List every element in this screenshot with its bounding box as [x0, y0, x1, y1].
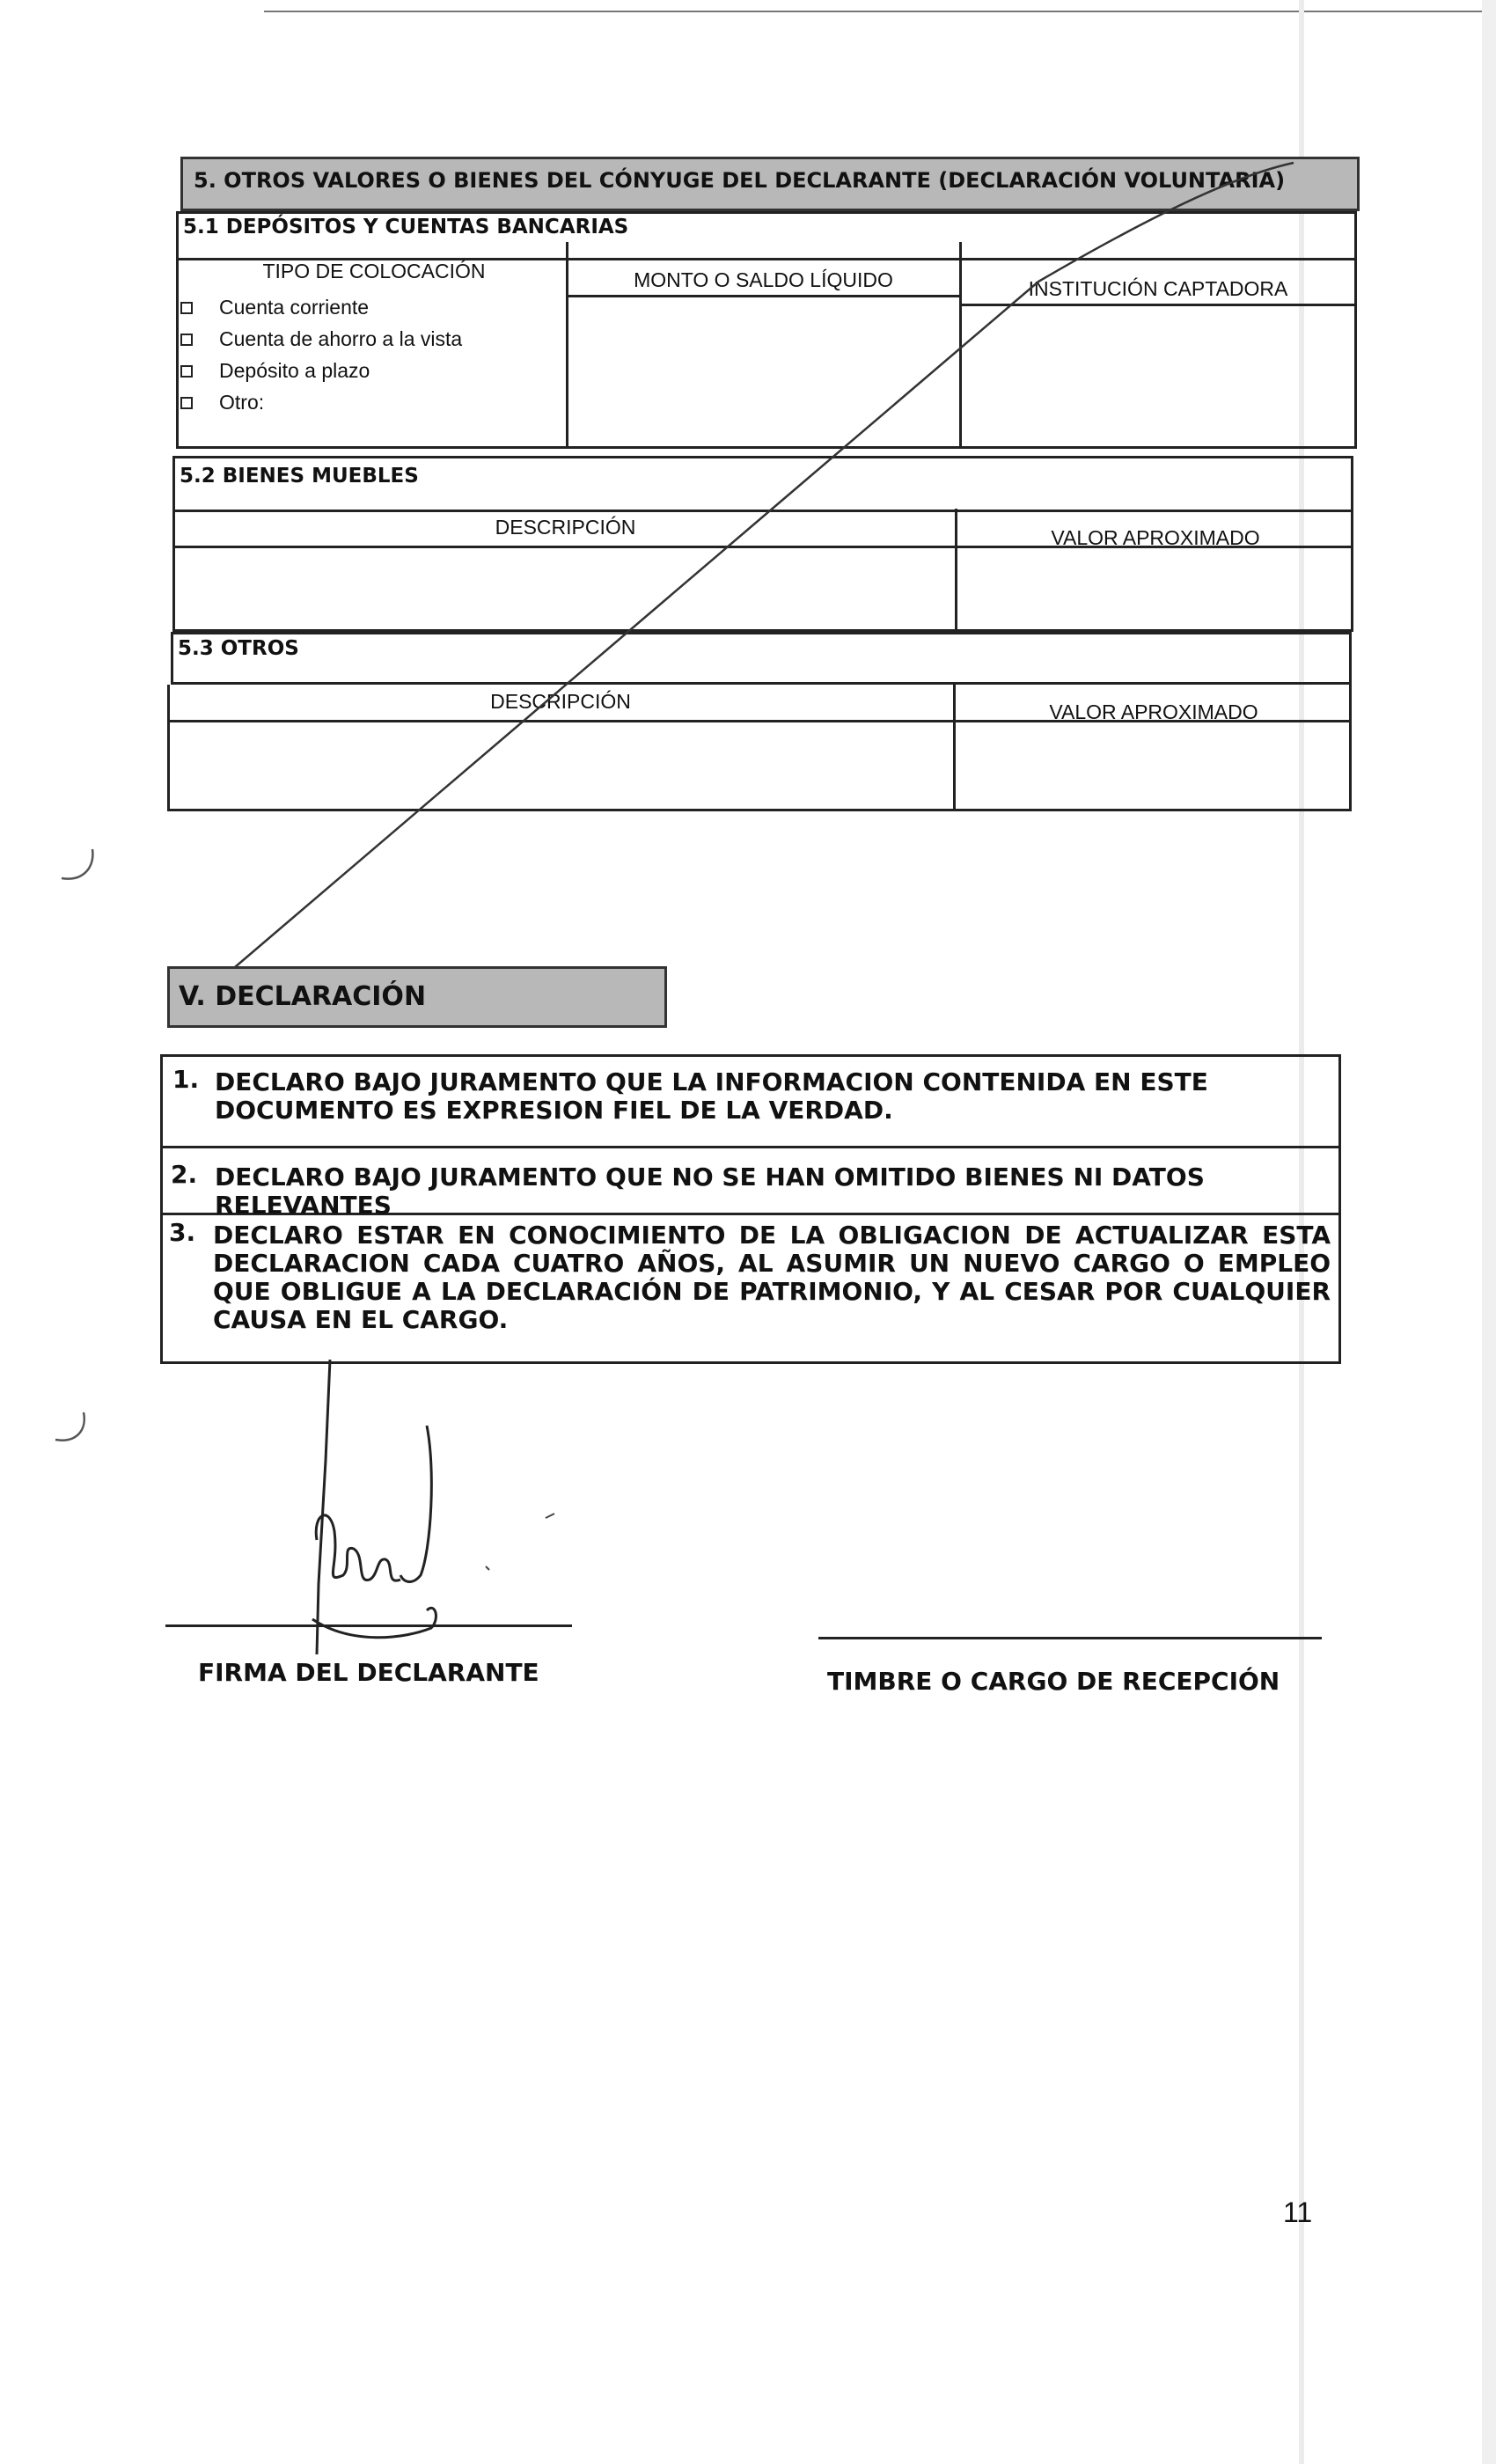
hole-punch-mark-1 — [53, 845, 106, 889]
sub-5-2-title: 5.2 BIENES MUEBLES — [180, 465, 419, 488]
sub-5-3-title: 5.3 OTROS — [178, 637, 299, 660]
sub-5-1-title: 5.1 DEPÓSITOS Y CUENTAS BANCARIAS — [183, 216, 629, 238]
option-cuenta-ahorro[interactable]: Cuenta de ahorro a la vista — [180, 327, 462, 351]
col-monto-saldo: MONTO O SALDO LÍQUIDO — [634, 268, 893, 291]
label-firma-declarante: FIRMA DEL DECLARANTE — [198, 1658, 539, 1687]
decl-3-number: 3. — [169, 1218, 196, 1247]
section-v-title: V. DECLARACIÓN — [179, 981, 427, 1012]
option-deposito-plazo[interactable]: Depósito a plazo — [180, 359, 370, 383]
hole-punch-mark-2 — [48, 1408, 101, 1452]
col-tipo-colocacion: TIPO DE COLOCACIÓN — [262, 260, 486, 282]
label-timbre-recepcion: TIMBRE O CARGO DE RECEPCIÓN — [827, 1667, 1280, 1696]
handwritten-signature — [282, 1355, 563, 1690]
decl-2-text: DECLARO BAJO JURAMENTO QUE NO SE HAN OMITIDO BIENES NI DATOS RELEVANTES — [215, 1162, 1205, 1220]
section-5-title: 5. OTROS VALORES O BIENES DEL CÓNYUGE DEL DECLARANTE (DECLARACIÓN VOLUNTARIA) — [194, 168, 1286, 193]
option-otro[interactable]: Otro: — [180, 391, 264, 414]
signature-line-right — [818, 1637, 1322, 1639]
void-diagonal-line — [0, 0, 1496, 1056]
col-valor-otros: VALOR APROXIMADO — [1049, 700, 1258, 723]
section-v-header — [167, 966, 667, 1028]
signature-line-left — [165, 1624, 572, 1627]
col-institucion: INSTITUCIÓN CAPTADORA — [1028, 277, 1288, 300]
decl-1-number: 1. — [172, 1065, 200, 1094]
decl-3-text: DECLARO ESTAR EN CONOCIMIENTO DE LA OBLIGACION DE ACTUALIZAR ESTA DECLARACION CADA CUATRO AÑOS, AL ASUMIR UN NUEVO CARGO O EMPLEO QUE OBLIGUE A LA DECLARACIÓN DE PATRIMONIO, Y AL CESAR POR CUALQUIER CAUSA EN EL CARGO. — [213, 1221, 1331, 1334]
col-descripcion-otros: DESCRIPCIÓN — [490, 690, 631, 713]
decl-2-number: 2. — [171, 1160, 198, 1189]
decl-divider-1 — [160, 1146, 1341, 1148]
decl-1-text: DECLARO BAJO JURAMENTO QUE LA INFORMACION CONTENIDA EN ESTE DOCUMENTO ES EXPRESION FIEL DE LA VERDAD. — [215, 1067, 1208, 1125]
col-descripcion-muebles: DESCRIPCIÓN — [495, 516, 636, 539]
page-number: 11 — [1283, 2196, 1313, 2228]
option-cuenta-corriente[interactable]: Cuenta corriente — [180, 296, 369, 319]
col-valor-muebles: VALOR APROXIMADO — [1051, 526, 1260, 549]
